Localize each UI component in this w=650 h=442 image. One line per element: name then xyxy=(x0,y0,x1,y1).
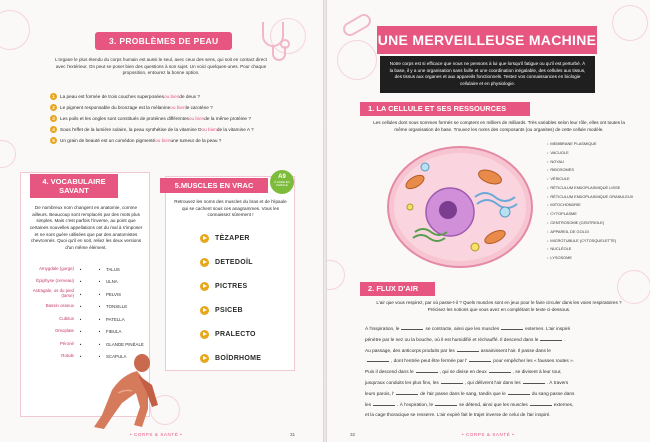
question-or: ou bien xyxy=(163,94,180,99)
vocab-old-term[interactable]: Rotule xyxy=(61,353,74,359)
vocab-new-term[interactable]: SCAPULA xyxy=(106,354,127,360)
play-bullet-icon xyxy=(200,330,209,339)
virus-decoration xyxy=(0,140,16,168)
question-option-a[interactable]: Sous l'effet de la lumière solaire, la peau synthétise de la vitamine D xyxy=(60,127,202,132)
question-option-b[interactable]: une tumeur de la peau ? xyxy=(170,138,222,143)
virus-decoration xyxy=(612,5,648,41)
vocab-dot: • xyxy=(98,279,101,285)
vocab-dot: • xyxy=(79,341,82,347)
question-option-b[interactable]: de deux ? xyxy=(179,94,200,99)
question-or: ou bien xyxy=(170,105,186,110)
play-bullet-icon xyxy=(200,258,209,267)
virus-decoration xyxy=(337,40,377,80)
vocab-dot: • xyxy=(79,266,82,272)
answer-blank[interactable] xyxy=(367,361,389,362)
anagram-text[interactable]: BOÏDRHOME xyxy=(215,354,262,362)
fill-in-segment: assainissent l'air. Il passe dans le xyxy=(480,348,551,354)
anagram-text[interactable]: PSICEB xyxy=(215,306,243,314)
anagram-text[interactable]: PRALECTO xyxy=(215,330,256,338)
vocab-old-term[interactable]: Astragale, os du pied (tarse) xyxy=(32,288,74,299)
section3-intro: L'organe le plus étendu du corps humain est aussi le seul, avec ceux des sens, qui soit en contact direct avec l'extérieur. On peut se poser bien des questions à son sujet. Un voici quelques-unes. Pour chaque proposition, entourez la bonne option. xyxy=(55,57,267,76)
fill-in-segment: pour empêcher les « fausses routes ». xyxy=(493,359,575,365)
anagram-item xyxy=(200,298,290,322)
vocab-row xyxy=(30,263,148,276)
legend-item[interactable]: • VACUOLE xyxy=(547,151,637,156)
fill-in-text xyxy=(365,325,635,422)
fill-in-segment: pénètre par le nez ou la bouche, où il est humidifié et réchauffé. Il descend dans le xyxy=(365,337,539,343)
legend-item[interactable]: • MITOCHONDRIE xyxy=(547,203,637,208)
fill-in-segment: , dont l'entrée peut être fermée par l' xyxy=(391,359,468,365)
vocab-old-term[interactable]: Omoplate xyxy=(54,328,74,334)
virus-decoration xyxy=(327,260,345,290)
vocab-row xyxy=(30,313,148,326)
question-item xyxy=(50,137,310,144)
question-or: ou bien xyxy=(201,127,217,132)
fill-in-segment: les xyxy=(365,402,372,408)
question-item xyxy=(50,126,310,133)
answer-blank[interactable] xyxy=(501,329,523,330)
question-number: 2 xyxy=(50,104,57,111)
right-footer: • CORPS & SANTÉ • xyxy=(462,432,515,437)
play-bullet-icon xyxy=(200,306,209,315)
answer-blank[interactable] xyxy=(530,405,552,406)
vocab-dot: • xyxy=(98,329,101,335)
question-option-a[interactable]: Le pigment responsable du bronzage est la mélanine xyxy=(60,105,171,110)
fill-in-segment: externes, xyxy=(553,402,574,408)
fill-in-segment: , se divisent à leur tour, xyxy=(512,370,562,376)
fill-in-segment: Au passage, des anticorps produits par les xyxy=(365,348,455,354)
legend-item[interactable]: • MEMBRANE PLASMIQUE xyxy=(547,142,637,147)
vocab-dot: • xyxy=(98,266,101,272)
legend-item[interactable]: • MICROTUBULE (CYTOSQUELETTE) xyxy=(547,239,637,244)
legend-item[interactable]: • CENTROSOME (CENTRIOLE) xyxy=(547,221,637,226)
fill-in-segment: . À travers xyxy=(546,380,569,386)
question-item xyxy=(50,93,310,100)
vocab-dot: • xyxy=(98,304,101,310)
anagram-item xyxy=(200,322,290,346)
question-number: 4 xyxy=(50,126,57,133)
legend-item[interactable]: • CYTOPLASME xyxy=(547,212,637,217)
play-bullet-icon xyxy=(200,354,209,363)
section3-title: 3. PROBLÈMES DE PEAU xyxy=(95,32,232,50)
fill-in-segment: , qui se divise en deux xyxy=(439,370,487,376)
vocab-dot: • xyxy=(79,329,82,335)
question-or: ou bien xyxy=(155,138,171,143)
legend-item[interactable]: • LYSOSOME xyxy=(547,256,637,261)
legend-item[interactable]: • VÉSICULE xyxy=(547,177,637,182)
fill-in-segment: se détend, ainsi que les muscles xyxy=(459,402,528,408)
right-page-number: 32 xyxy=(350,432,356,437)
vocab-new-term[interactable]: TALUS xyxy=(106,266,120,272)
question-or: ou bien xyxy=(188,116,205,121)
vocab-dot: • xyxy=(98,354,101,360)
vocab-row xyxy=(30,326,148,339)
fill-in-line xyxy=(365,347,635,358)
question-option-a[interactable]: Les poils et les ongles sont constitués de protéines différentes xyxy=(60,116,189,121)
section1-title: 1. LA CELLULE ET SES RESSOURCES xyxy=(360,102,530,116)
virus-decoration xyxy=(617,270,650,304)
answer-blank[interactable] xyxy=(396,394,418,395)
section4-title: 4. VOCABULAIRE SAVANT xyxy=(30,174,118,198)
question-option-a[interactable]: La peau est formée de trois couches superposées xyxy=(60,94,164,99)
anagram-text[interactable]: DETEDOÏL xyxy=(215,258,253,266)
fill-in-line xyxy=(365,379,635,390)
fill-in-segment: se contracte, ainsi que les muscles xyxy=(425,327,500,332)
question-option-b[interactable]: de la même protéine ? xyxy=(204,116,251,121)
fill-in-segment: Puis il descend dans le xyxy=(365,370,414,376)
answer-blank[interactable] xyxy=(435,405,457,406)
vocab-dot: • xyxy=(79,304,82,310)
question-number: 5 xyxy=(50,137,57,144)
vocab-old-term[interactable]: Cubitus xyxy=(59,315,74,321)
fill-in-line xyxy=(365,368,635,379)
legend-item[interactable]: • RÉTICULUM ENDOPLASMIQUE GRANULEUX xyxy=(547,195,637,200)
question-number: 1 xyxy=(50,93,57,100)
question-item xyxy=(50,104,310,111)
vocab-old-term[interactable]: Amygdale (gorge) xyxy=(39,265,74,271)
fill-in-segment: jusqu'aux conduits les plus fins, les xyxy=(365,380,439,386)
answer-blank[interactable] xyxy=(457,351,479,352)
legend-item[interactable]: • RÉTICULUM ENDOPLASMIQUE LISSE xyxy=(547,186,637,191)
anatomy-figure-image xyxy=(82,345,162,435)
answer-blank[interactable] xyxy=(373,405,395,406)
cell-diagram-image xyxy=(385,142,535,272)
vocab-new-term[interactable]: PATELLA xyxy=(106,316,125,322)
section2-title: 2. FLUX D'AIR xyxy=(360,282,435,296)
anagram-item xyxy=(200,226,290,250)
section1-intro: Les cellules dont nous sommes formés se comptent en milliers de milliards. Très variables selon leur rôle, elles ont toutes la même organisation de base. Trouvez les noms des composants (ou organites) de cette cellule modèle. xyxy=(373,120,625,132)
anagram-item xyxy=(200,346,290,370)
fill-in-line xyxy=(365,325,635,336)
legend-item[interactable]: • NOYAU xyxy=(547,160,637,165)
answer-blank[interactable] xyxy=(523,383,545,384)
fill-in-line xyxy=(365,390,635,401)
legend-item[interactable]: • NUCLÉOLE xyxy=(547,247,637,252)
answer-blank[interactable] xyxy=(441,383,463,384)
play-bullet-icon xyxy=(200,282,209,291)
badge-label: A9 xyxy=(278,174,286,180)
section5-title: 5.MUSCLES EN VRAC xyxy=(160,178,268,193)
answer-blank[interactable] xyxy=(469,361,491,362)
fill-in-line xyxy=(365,411,635,422)
question-option-b[interactable]: le carotène ? xyxy=(185,105,213,110)
legend-item[interactable]: • RIBOSOMES xyxy=(547,168,637,173)
fill-in-segment: , qui délivrent l'air dans les xyxy=(464,380,521,386)
virus-decoration xyxy=(0,10,30,50)
question-item xyxy=(50,115,310,122)
legend-item[interactable]: • APPAREIL DE GOLGI xyxy=(547,230,637,235)
vocab-row xyxy=(30,276,148,289)
vocab-dot: • xyxy=(79,316,82,322)
fill-in-segment: leurs parois, l' xyxy=(365,391,395,397)
vocab-dot: • xyxy=(98,316,101,322)
anagram-text[interactable]: TÈZAPER xyxy=(215,234,250,242)
anagram-item xyxy=(200,274,290,298)
vocab-row xyxy=(30,288,148,301)
vocab-new-term[interactable]: PELVIS xyxy=(106,291,122,297)
intro-box: Notre corps est si efficace que nous ne pensons à lui que lorsqu'il fatigue ou qu'il est perturbé. À la base, il y a une organisation sans faille et une coordination inégalable, des cellules aux tissus, des tissus aux organes et aux appareils fonctionnels. Testez vos connaissances en biologie cellulaire et en physiologie. xyxy=(380,56,595,93)
vocab-new-term[interactable]: TONSILLE xyxy=(106,304,128,310)
vocab-dot: • xyxy=(79,354,82,360)
play-bullet-icon xyxy=(200,234,209,243)
skin-questions-list xyxy=(50,93,310,148)
fill-in-line xyxy=(365,336,635,347)
fill-in-segment: . xyxy=(564,337,566,343)
vocab-row xyxy=(30,301,148,314)
pill-icon xyxy=(337,5,377,45)
badge-sublabel: À FAIRE EN FAMILLE xyxy=(274,180,290,187)
fill-in-line xyxy=(365,401,635,412)
vocab-new-term[interactable]: GLANDE PINÉALE xyxy=(106,341,144,347)
question-option-a[interactable]: Un grain de beauté est un comédon pigmenté xyxy=(60,138,156,143)
question-number: 3 xyxy=(50,115,57,122)
vocab-new-term[interactable]: ULNA xyxy=(106,279,118,285)
anagram-text[interactable]: PICTRES xyxy=(215,282,248,290)
section4-intro: De nombreux nom changent en anatomie, comme ailleurs. Beaucoup sont remplacés par des mots plus simples. Mais c'est parfois l'inverse, au point que certaines nouvelles appellations ont du mal à s'imposer et ne sont guère utilisées que par des anatomistes chevronnés. Quoi qu'il en soit, reliez les deux versions d'un même élément. xyxy=(29,205,143,250)
vocab-dot: • xyxy=(79,291,82,297)
fill-in-segment: À l'inspiration, le xyxy=(365,327,400,332)
answer-blank[interactable] xyxy=(401,329,423,330)
question-option-b[interactable]: de la vitamine A ? xyxy=(216,127,254,132)
cell-legend xyxy=(547,142,637,265)
fill-in-segment: externes. L'air inspiré xyxy=(525,327,571,332)
answer-blank[interactable] xyxy=(416,372,438,373)
fill-in-segment: du sang passe dans xyxy=(531,391,575,397)
fill-in-segment: et la cage thoracique se resserre. L'air expiré fait le trajet inverse de celui de l'air inspiré. xyxy=(365,413,551,419)
left-page-number: 31 xyxy=(290,432,296,437)
vocab-dot: • xyxy=(79,279,82,285)
vocab-old-term[interactable]: Épiphyse (cerveau) xyxy=(36,278,74,284)
anagram-item xyxy=(200,250,290,274)
section2-intro: L'air que vous respirez, par où passe-t-il ? Quels muscles sont en jeux pour le faire circuler dans les voies respiratoires ? Précisez les notions que vous avez en complétant le texte ci-dessous. xyxy=(376,300,622,312)
section5-intro: Retrouvez les noms des muscles du bras et de l'épaule qui se cachent sous ces anagrammes. Vous les connaissez sûrement ! xyxy=(174,199,287,218)
fill-in-segment: de l'air passe dans le sang, tandis que le xyxy=(420,391,506,397)
answer-blank[interactable] xyxy=(508,394,530,395)
vocab-old-term[interactable]: Péroné xyxy=(59,340,74,346)
answer-blank[interactable] xyxy=(489,372,511,373)
vocab-dot: • xyxy=(98,341,101,347)
anagram-list xyxy=(200,226,290,370)
answer-blank[interactable] xyxy=(540,340,562,341)
left-footer: • CORPS & SANTÉ • xyxy=(130,432,183,437)
page-title: UNE MERVEILLEUSE MACHINE xyxy=(377,26,597,54)
vocab-old-term[interactable]: Bassin osseux xyxy=(45,303,74,309)
fill-in-segment: . À l'expiration, le xyxy=(397,402,434,408)
fill-in-line xyxy=(365,357,635,368)
family-badge xyxy=(270,170,294,194)
vocab-dot: • xyxy=(98,291,101,297)
vocab-new-term[interactable]: FIBULA xyxy=(106,329,122,335)
